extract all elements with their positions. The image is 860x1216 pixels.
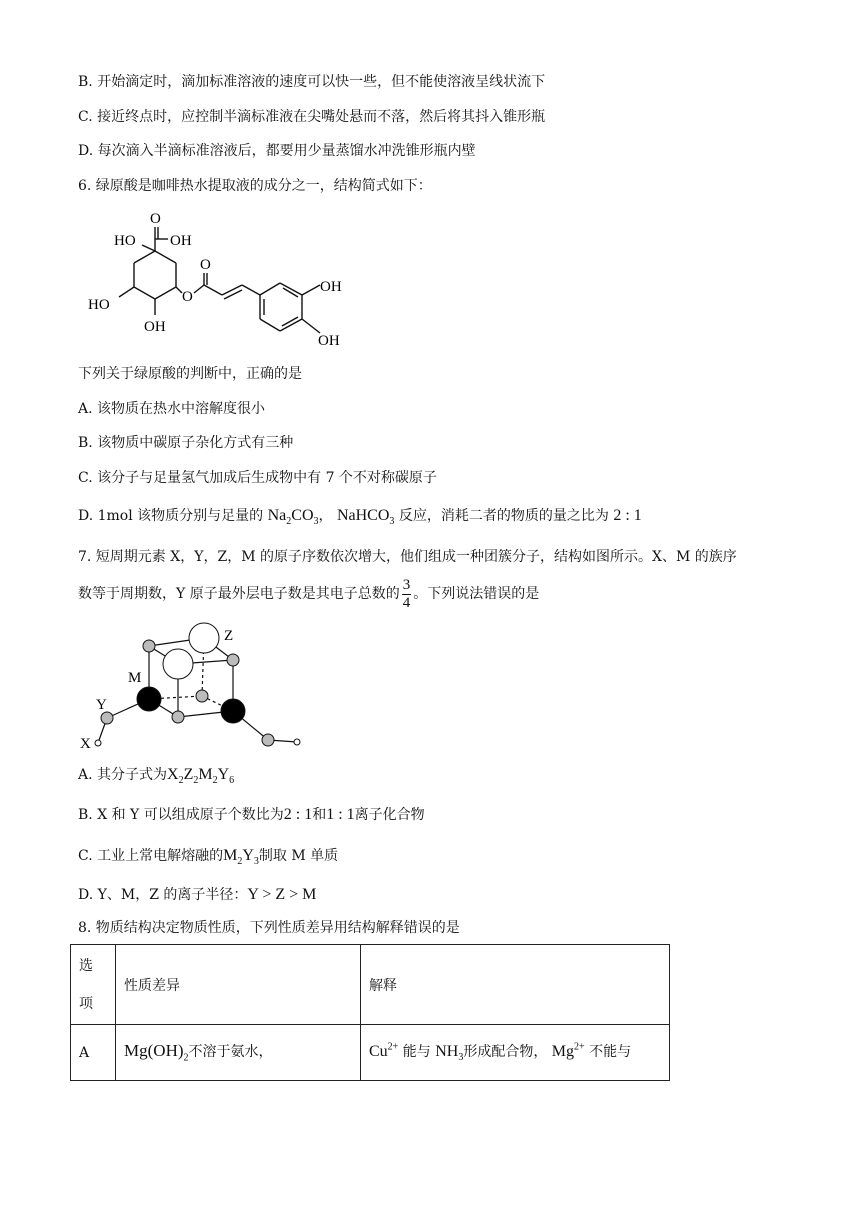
table-header-row	[71, 945, 670, 1025]
cluster-molecule-figure	[76, 616, 316, 752]
structure-label-oh-ring: OH	[144, 319, 166, 335]
figure-label-x: X	[80, 736, 91, 752]
q8-stem: 8. 物质结构决定物质性质，下列性质差异用结构解释错误的是	[78, 920, 460, 936]
q5-option-b: B. 开始滴定时，滴加标准溶液的速度可以快一些，但不能使溶液呈线状流下	[78, 74, 546, 90]
q6-option-b: B. 该物质中碳原子杂化方式有三种	[78, 435, 294, 451]
chlorogenic-acid-structure	[70, 205, 370, 355]
header-property: 性质差异	[116, 945, 361, 1025]
q7-option-a-formula: $X_2Z_2M_2Y_6$	[167, 766, 235, 787]
q7-option-c-formula: $M_2Y_3$	[223, 847, 259, 868]
figure-label-y: Y	[96, 697, 107, 713]
q6-option-d-na2co3: $Na_2CO_3$	[267, 507, 319, 528]
structure-label-ho-2: HO	[88, 297, 110, 313]
q5-option-d: D. 每次滴入半滴标准溶液后，都要用少量蒸馏水冲洗锥形瓶内壁	[78, 143, 476, 159]
structure-label-oh-acid: OH	[170, 233, 192, 249]
structure-label-o-carbonyl: O	[200, 257, 211, 273]
header-explanation: 解释	[361, 945, 670, 1025]
q6-stem: 6. 绿原酸是咖啡热水提取液的成分之一，结构简式如下：	[78, 178, 432, 194]
q6-option-d-nahco3: NaHCO$_3$	[336, 507, 395, 528]
figure-label-m: M	[128, 670, 142, 686]
row-a-explanation: $Cu^{2+}$ 能与 $NH_3$形成配合物， $Mg^{2+}$ 不能与	[361, 1025, 670, 1081]
row-a-property: $Mg(OH)_2$不溶于氨水，	[116, 1025, 361, 1081]
q6-prompt: 下列关于绿原酸的判断中，正确的是	[78, 366, 302, 382]
structure-label-oh-phenol-1: OH	[320, 279, 342, 295]
q6-option-d-mid: 反应，消耗二者的物质的量之比为	[394, 508, 609, 524]
q6-option-d-prefix: D. 1mol 该物质分别与足量的	[78, 508, 264, 524]
figure-label-z: Z	[224, 628, 234, 644]
structure-label-oh-phenol-2: OH	[318, 333, 340, 349]
q6-option-a: A. 该物质在热水中溶解度很小	[78, 401, 266, 417]
q6-option-d-ratio: 2 : 1	[613, 507, 642, 524]
q7-option-d: D. Y、M，Z 的离子半径：Y > Z > M	[78, 886, 317, 903]
q7-option-a: A. 其分子式为$X_2Z_2M_2Y_6$	[78, 766, 235, 787]
q8-table	[70, 944, 670, 1081]
header-option: 选 项	[71, 945, 116, 1025]
structure-label-o-ester: O	[182, 289, 193, 305]
structure-label-o-top: O	[150, 211, 161, 227]
structure-label-ho-1: HO	[114, 233, 136, 249]
q6-option-d: D. 1mol 该物质分别与足量的 $Na_2CO_3$， NaHCO$_3$ 反应，消耗二者的物质的量之比为 2 : 1	[78, 507, 642, 528]
q7-option-c: C. 工业上常电解熔融的$M_2Y_3$制取 M 单质	[78, 847, 339, 868]
q5-option-c: C. 接近终点时，应控制半滴标准液在尖嘴处悬而不落，然后将其抖入锥形瓶	[78, 109, 546, 125]
q6-option-c: C. 该分子与足量氢气加成后生成物中有 7 个不对称碳原子	[78, 470, 437, 486]
q7-stem-line-1: 7. 短周期元素 X，Y，Z，M 的原子序数依次增大，他们组成一种团簇分子，结构如图所示。X、M 的族序	[78, 549, 737, 565]
q7-fraction: $\frac{3}{4}$	[402, 576, 411, 611]
table-row	[71, 1025, 670, 1081]
q7-stem-line-2: 数等于周期数，Y 原子最外层电子数是其电子总数的 $\frac{3}{4}$ 。下列说法错误的是	[78, 576, 540, 611]
row-a-option: A	[71, 1025, 116, 1081]
q7-option-b: B. X 和 Y 可以组成原子个数比为2 : 1和1 : 1离子化合物	[78, 806, 425, 823]
